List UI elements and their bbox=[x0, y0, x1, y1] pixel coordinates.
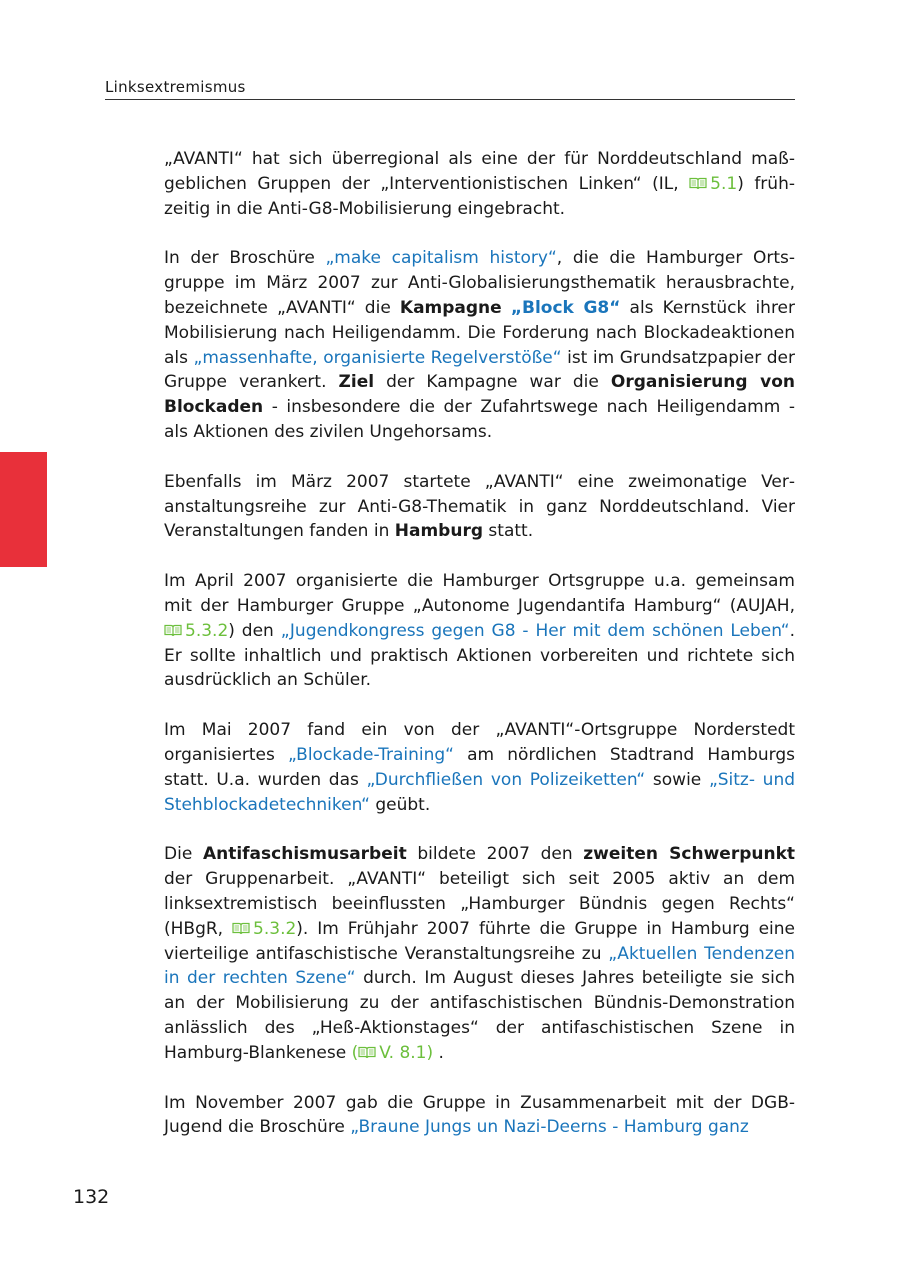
quote-link[interactable]: „Blockade-Training“ bbox=[287, 744, 454, 765]
bold-quote-link[interactable]: „Block G8“ bbox=[510, 297, 621, 318]
bold-term: Antifaschismusarbeit bbox=[202, 844, 407, 865]
quote-link[interactable]: „Jugendkongress gegen G8 - Her mit dem schönen Leben“ bbox=[280, 620, 790, 641]
bold-term: Kampagne bbox=[399, 297, 502, 318]
book-icon bbox=[358, 1046, 376, 1059]
paragraph-2: In der Broschüre „make capitalism history“, die die Hamburger Ortsgruppe im März 2007 zur Anti-Globalisierungsthematik herausbrachte, bezeichnete „AVANTI“ die Kampagne „Block G8“ als Kernstück ihrer Mobilisierung nach Heiligendamm. Die Forderung nach Blockadeaktionen als „massenhafte, organisierte Regelverstöße“ ist im Grundsatzpapier der Gruppe verankert. Ziel der Kampagne war die Organisierung von Blockaden - insbesondere die der Zufahrtswege nach Heiligendamm - als Aktionen des zivilen Ungehorsams. bbox=[164, 248, 796, 442]
bold-term: Ziel bbox=[338, 372, 375, 393]
paragraph-1: „AVANTI“ hat sich überregional als eine der für Norddeutschland maßgeblichen Gruppen der „Interventionistischen Linken“ (IL, 5.1) frühzeitig in die Anti-G8-Mobilisierung eingebracht. bbox=[164, 149, 795, 219]
quote-link[interactable]: „Durchfließen von Polizeiketten“ bbox=[366, 769, 646, 790]
quote-link[interactable]: „massenhafte, organisierte Regelverstöße“ bbox=[193, 347, 562, 368]
cross-reference[interactable]: ( V. 8.1) bbox=[351, 1042, 434, 1063]
page-number: 132 bbox=[73, 1186, 110, 1208]
book-icon bbox=[232, 922, 250, 935]
paragraph-4: Im April 2007 organisierte die Hamburger Ortsgruppe u.a. gemeinsam mit der Hamburger Gruppe „Autonome Jugendantifa Hamburg“ (AUJAH, 5.3.2) den „Jugendkongress gegen G8 - Her mit dem schönen Leben“. Er sollte inhaltlich und praktisch Aktionen vorbereiten und richtete sich ausdrücklich an Schüler. bbox=[164, 571, 795, 691]
bold-term: zweiten Schwerpunkt bbox=[583, 844, 796, 865]
book-icon bbox=[164, 624, 182, 637]
paragraph-5: Im Mai 2007 fand ein von der „AVANTI“-Ortsgruppe Norderstedt organisiertes „Blockade-Training“ am nördlichen Stadtrand Hamburgs statt. U.a. wurden das „Durchfließen von Polizeiketten“ sowie „Sitz- und Stehblockadetechniken“ geübt. bbox=[164, 720, 796, 815]
chapter-tab-marker bbox=[0, 452, 47, 567]
bold-term: Organisierung von Blockaden bbox=[164, 372, 795, 418]
bold-term: Hamburg bbox=[394, 521, 484, 542]
cross-reference[interactable]: 5.3.2 bbox=[232, 919, 296, 939]
quote-link[interactable]: „make capitalism history“ bbox=[325, 248, 557, 269]
quote-link[interactable]: „Braune Jungs un Nazi-Deerns - Hamburg ganz bbox=[350, 1117, 749, 1138]
cross-reference[interactable]: 5.3.2 bbox=[164, 621, 228, 641]
header-title: Linksextremismus bbox=[105, 78, 246, 96]
paragraph-6: Die Antifaschismusarbeit bildete 2007 den zweiten Schwerpunkt der Gruppenarbeit. „AVANTI“ beteiligt sich seit 2005 aktiv an dem linksextremistisch beeinflussten „Hamburger Bündnis gegen Rechts“ (HBgR, 5.3.2). Im Frühjahr 2007 führte die Gruppe in Hamburg eine vierteilige antifaschistische Veranstaltungsreihe zu „Aktuellen Tendenzen in der rechten Szene“ durch. Im August dieses Jahres beteiligte sie sich an der Mobilisierung zu der antifaschistischen Bündnis-Demonstration anlässlich des „Heß-Aktionstages“ der antifaschistischen Szene in Hamburg-Blankenese ( V. 8.1) . bbox=[164, 844, 796, 1063]
running-header bbox=[105, 77, 795, 100]
book-icon bbox=[689, 177, 707, 190]
main-text bbox=[164, 147, 795, 1165]
cross-reference[interactable]: 5.1 bbox=[689, 174, 737, 194]
quote-link[interactable]: „Sitz- und Stehblockadetechniken“ bbox=[164, 769, 796, 815]
quote-link[interactable]: „Aktuellen Tendenzen in der rechten Szene“ bbox=[164, 943, 795, 989]
paragraph-3: Ebenfalls im März 2007 startete „AVANTI“ eine zweimonatige Veranstaltungsreihe zur Anti-G8-Thematik in ganz Norddeutschland. Vier Veranstaltungen fanden in Hamburg statt. bbox=[164, 471, 795, 542]
paragraph-7: Im November 2007 gab die Gruppe in Zusammenarbeit mit der DGB-Jugend die Broschüre „Braune Jungs un Nazi-Deerns - Hamburg ganz bbox=[164, 1092, 795, 1138]
